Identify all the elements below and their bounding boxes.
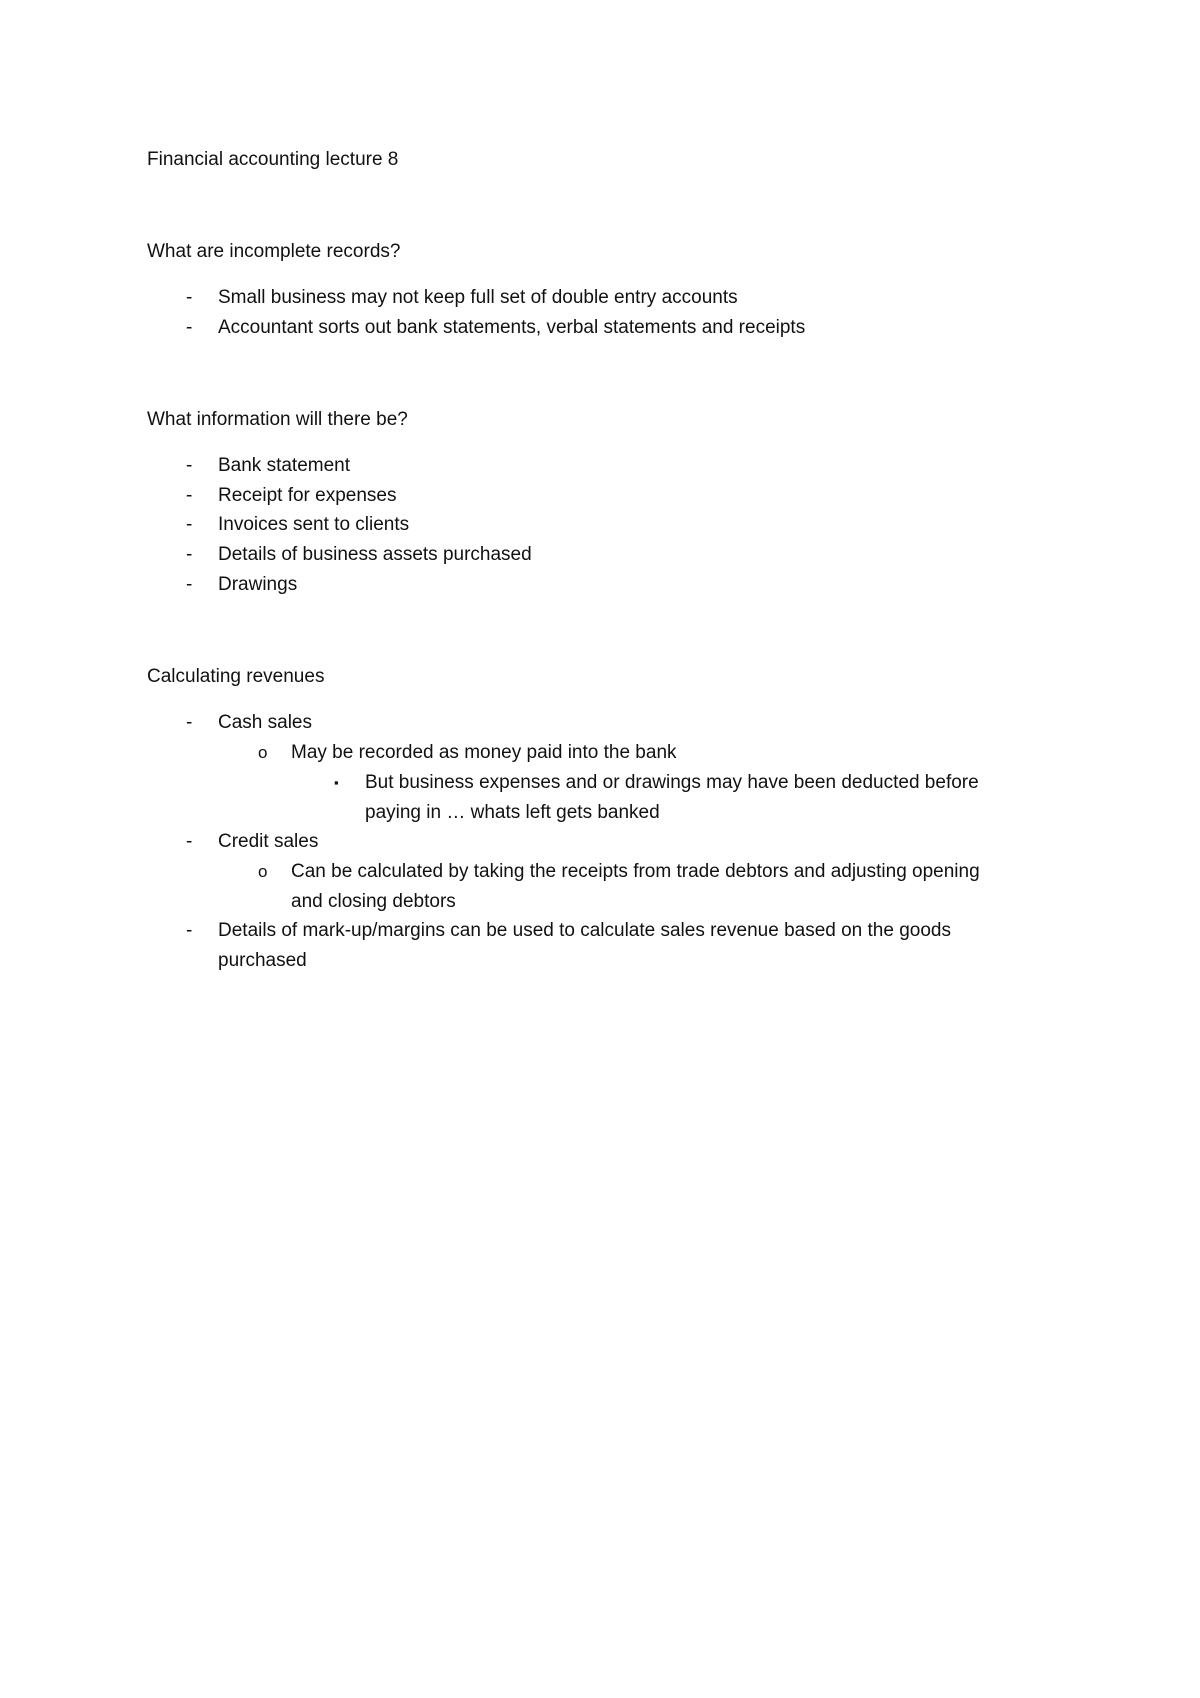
list-item-continuation: purchased [218,950,307,971]
dash-bullet: - [186,574,193,595]
list-item-cash-sales: Cash sales [218,712,312,733]
list-subsubitem: But business expenses and or drawings may have been deducted before [365,772,979,793]
list-item: Invoices sent to clients [218,514,410,535]
section-heading-incomplete-records: What are incomplete records? [147,241,401,262]
section-heading-calculating-revenues: Calculating revenues [147,666,325,687]
circle-bullet: o [258,743,268,762]
list-item-credit-sales: Credit sales [218,831,319,852]
list-item: Bank statement [218,455,351,476]
list-item: Accountant sorts out bank statements, verbal statements and receipts [218,317,806,338]
document-title: Financial accounting lecture 8 [147,149,399,170]
section-heading-information: What information will there be? [147,409,408,430]
list-subitem-continuation: and closing debtors [291,891,456,912]
list-subitem: May be recorded as money paid into the bank [291,742,677,763]
dash-bullet: - [186,920,193,941]
dash-bullet: - [186,287,193,308]
list-subsubitem-continuation: paying in … whats left gets banked [365,802,660,823]
list-item: Drawings [218,574,298,595]
list-subitem: Can be calculated by taking the receipts from trade debtors and adjusting opening [291,861,980,882]
dash-bullet: - [186,485,193,506]
dash-bullet: - [186,831,193,852]
list-item: Receipt for expenses [218,485,397,506]
circle-bullet: o [258,862,268,881]
list-item-markup: Details of mark-up/margins can be used to calculate sales revenue based on the goods [218,920,951,941]
dash-bullet: - [186,455,193,476]
dash-bullet: - [186,514,193,535]
dash-bullet: - [186,712,193,733]
list-item: Small business may not keep full set of double entry accounts [218,287,738,308]
list-item: Details of business assets purchased [218,544,532,565]
dash-bullet: - [186,544,193,565]
dash-bullet: - [186,317,193,338]
square-bullet: ▪ [334,775,339,790]
